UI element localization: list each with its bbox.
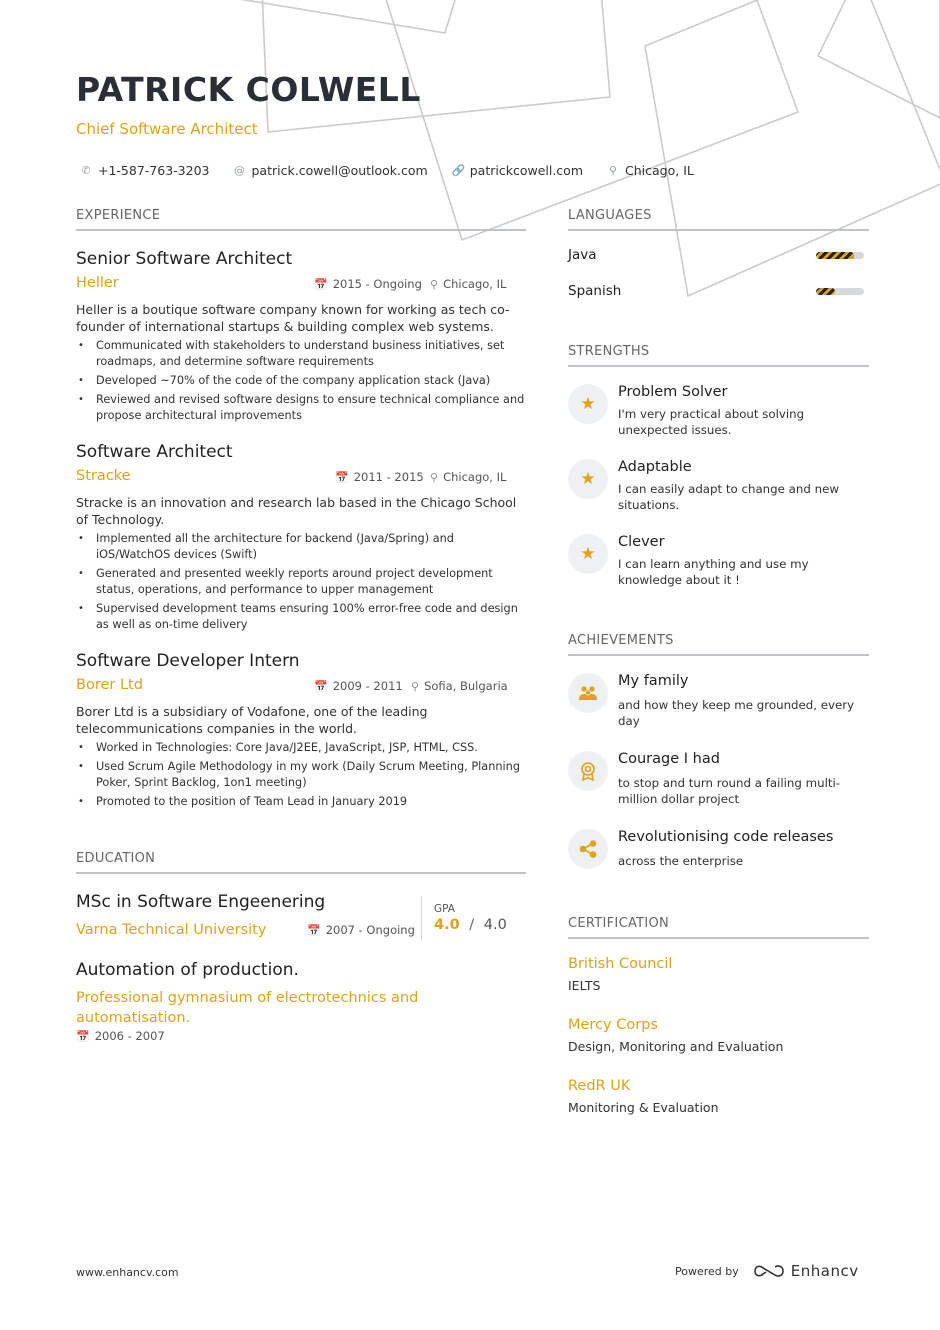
strength-description: I can easily adapt to change and new situations.: [618, 482, 839, 512]
job-location-text: Sofia, Bulgaria: [424, 679, 508, 693]
job-description: Borer Ltd is a subsidiary of Vodafone, one of the leading telecommunications companies in the world.: [76, 704, 428, 736]
job-bullet: • Used Scrum Agile Methodology in my work (Daily Scrum Meeting, Planning Poker, Sprint Backlog, 1on1 meeting): [76, 759, 526, 791]
enhancv-logo-icon: [753, 1263, 785, 1279]
candidate-title: Chief Software Architect: [76, 120, 258, 138]
job-location: [430, 470, 506, 484]
job-location-text: Chicago, IL: [443, 470, 507, 484]
language-row: [568, 283, 869, 301]
achievements-heading: ACHIEVEMENTS: [568, 633, 869, 656]
experience-heading: EXPERIENCE: [76, 208, 526, 231]
contact-email-text: patrick.cowell@outlook.com: [251, 163, 428, 178]
gpa-score: 4.0: [434, 917, 460, 933]
achievements-section: [568, 633, 869, 868]
star-icon: ★: [568, 534, 608, 574]
certification-heading: CERTIFICATION: [568, 916, 869, 939]
certification-name: RedR UK: [568, 1078, 631, 1094]
location-icon: ⚲: [608, 164, 618, 177]
job-company: Heller: [76, 275, 119, 291]
job-entry: [76, 249, 526, 427]
job-company: Stracke: [76, 468, 131, 484]
job-location: [411, 679, 508, 693]
degree-title: MSc in Software Engeenering: [76, 892, 326, 912]
job-bullet: • Promoted to the position of Team Lead in January 2019: [76, 794, 526, 810]
calendar-icon: 📅: [314, 679, 328, 693]
job-bullet: • Generated and presented weekly reports around project development status, operations, and performance to upper management: [76, 566, 526, 598]
certification-name: British Council: [568, 956, 673, 972]
achievement-description: and how they keep me grounded, every day: [618, 698, 855, 728]
job-dates-text: 2015 - Ongoing: [332, 277, 422, 291]
location-icon: ⚲: [411, 679, 420, 693]
education-dates: [307, 923, 415, 937]
job-location-text: Chicago, IL: [443, 277, 507, 291]
language-level-bar: [816, 252, 864, 259]
job-entry: [76, 651, 526, 813]
job-dates-text: 2009 - 2011: [332, 679, 403, 693]
contact-website[interactable]: [452, 163, 583, 178]
languages-section: [568, 208, 869, 299]
achievement-title: My family: [618, 673, 689, 689]
certification-section: [568, 916, 869, 1115]
certification-description: Monitoring & Evaluation: [568, 1100, 719, 1115]
job-bullet: • Communicated with stakeholders to understand business initiatives, set roadmaps, and determine software requirements: [76, 338, 526, 370]
contact-list: [80, 163, 694, 178]
job-bullet: • Reviewed and revised software designs to ensure technical compliance and propose architectural improvements: [76, 392, 526, 424]
job-dates: [335, 470, 424, 484]
language-name: Java: [568, 247, 597, 263]
job-bullets: [76, 531, 526, 633]
job-dates: [314, 679, 403, 693]
contact-phone[interactable]: [80, 163, 210, 178]
job-title: Senior Software Architect: [76, 249, 293, 269]
contact-phone-text: +1-587-763-3203: [98, 163, 210, 178]
footer-branding: [675, 1262, 859, 1280]
language-level-bar: [816, 288, 864, 295]
calendar-icon: 📅: [307, 923, 321, 937]
candidate-name: PATRICK COLWELL: [76, 70, 421, 109]
strength-title: Adaptable: [618, 459, 692, 475]
language-name: Spanish: [568, 283, 622, 299]
job-description: Heller is a boutique software company known for working as tech co-founder of international startups & building complex web systems.: [76, 302, 510, 334]
strengths-section: [568, 344, 869, 587]
degree-title: Automation of production.: [76, 960, 299, 980]
calendar-icon: 📅: [335, 470, 349, 484]
job-dates-text: 2011 - 2015: [353, 470, 424, 484]
family-icon: [568, 673, 608, 713]
footer-website-link[interactable]: www.enhancv.com: [76, 1266, 179, 1279]
strength-description: I'm very practical about solving unexpected issues.: [618, 407, 805, 437]
star-icon: ★: [568, 459, 608, 499]
star-icon: ★: [568, 384, 608, 424]
job-bullets: [76, 740, 526, 810]
language-level-fill: [816, 252, 854, 259]
enhancv-brand-text: Enhancv: [790, 1262, 859, 1280]
school-name: Varna Technical University: [76, 922, 267, 938]
job-title: Software Architect: [76, 442, 233, 462]
job-location: [430, 277, 506, 291]
education-dates: [76, 1029, 526, 1043]
link-icon: 🔗: [451, 164, 466, 177]
achievement-description: across the enterprise: [618, 854, 744, 868]
job-title: Software Developer Intern: [76, 651, 300, 671]
strength-title: Clever: [618, 534, 665, 550]
certification-item: [568, 1078, 869, 1115]
powered-by-label: Powered by: [675, 1264, 739, 1278]
medal-icon: [568, 751, 608, 791]
strength-title: Problem Solver: [618, 384, 728, 400]
achievement-title: Revolutionising code releases: [618, 829, 834, 845]
share-icon: [568, 829, 608, 869]
job-dates: [314, 277, 422, 291]
gpa-value: [434, 917, 507, 933]
job-bullets: [76, 338, 526, 424]
job-bullet: • Worked in Technologies: Core Java/J2EE, JavaScript, JSP, HTML, CSS.: [76, 740, 526, 756]
contact-location: [607, 163, 694, 178]
gpa-separator: /: [469, 917, 475, 933]
education-dates-text: 2007 - Ongoing: [325, 923, 415, 937]
job-description: Stracke is an innovation and research lab based in the Chicago School of Technology.: [76, 495, 517, 527]
gpa-label: GPA: [434, 903, 455, 915]
education-entry: [76, 960, 526, 1043]
job-entry: [76, 442, 526, 636]
location-icon: ⚲: [430, 470, 439, 484]
school-name: Professional gymnasium of electrotechnics and automatisation.: [76, 990, 419, 1026]
experience-section: [76, 208, 526, 808]
languages-heading: LANGUAGES: [568, 208, 869, 231]
phone-icon: ✆: [81, 164, 91, 177]
certification-description: Design, Monitoring and Evaluation: [568, 1039, 784, 1054]
calendar-icon: 📅: [314, 277, 328, 291]
enhancv-logo[interactable]: [753, 1262, 859, 1280]
contact-location-text: Chicago, IL: [625, 163, 694, 178]
calendar-icon: 📅: [76, 1029, 90, 1043]
gpa-max: 4.0: [483, 917, 507, 933]
location-icon: ⚲: [430, 277, 439, 291]
job-bullet: • Implemented all the architecture for backend (Java/Spring) and iOS/WatchOS devices (Swift): [76, 531, 526, 563]
gpa-divider: [421, 896, 422, 940]
education-entry: [76, 892, 526, 952]
contact-email[interactable]: [234, 163, 428, 178]
job-bullet: • Developed ~70% of the code of the company application stack (Java): [76, 373, 526, 389]
job-company: Borer Ltd: [76, 677, 143, 693]
language-row: [568, 247, 869, 265]
education-dates-text: 2006 - 2007: [94, 1029, 165, 1043]
contact-website-text: patrickcowell.com: [469, 163, 584, 178]
at-icon: @: [234, 164, 245, 177]
job-bullet: • Supervised development teams ensuring 100% error-free code and design as well as on-time delivery: [76, 601, 526, 633]
certification-item: [568, 956, 869, 993]
education-heading: EDUCATION: [76, 851, 526, 874]
language-level-fill: [816, 288, 835, 295]
achievement-description: to stop and turn round a failing multi-million dollar project: [618, 776, 841, 806]
strength-description: I can learn anything and use my knowledge about it !: [618, 557, 809, 587]
strengths-heading: STRENGTHS: [568, 344, 869, 367]
certification-name: Mercy Corps: [568, 1017, 658, 1033]
achievement-title: Courage I had: [618, 751, 720, 767]
education-section: [76, 851, 526, 1043]
certification-item: [568, 1017, 869, 1054]
certification-description: IELTS: [568, 978, 601, 993]
